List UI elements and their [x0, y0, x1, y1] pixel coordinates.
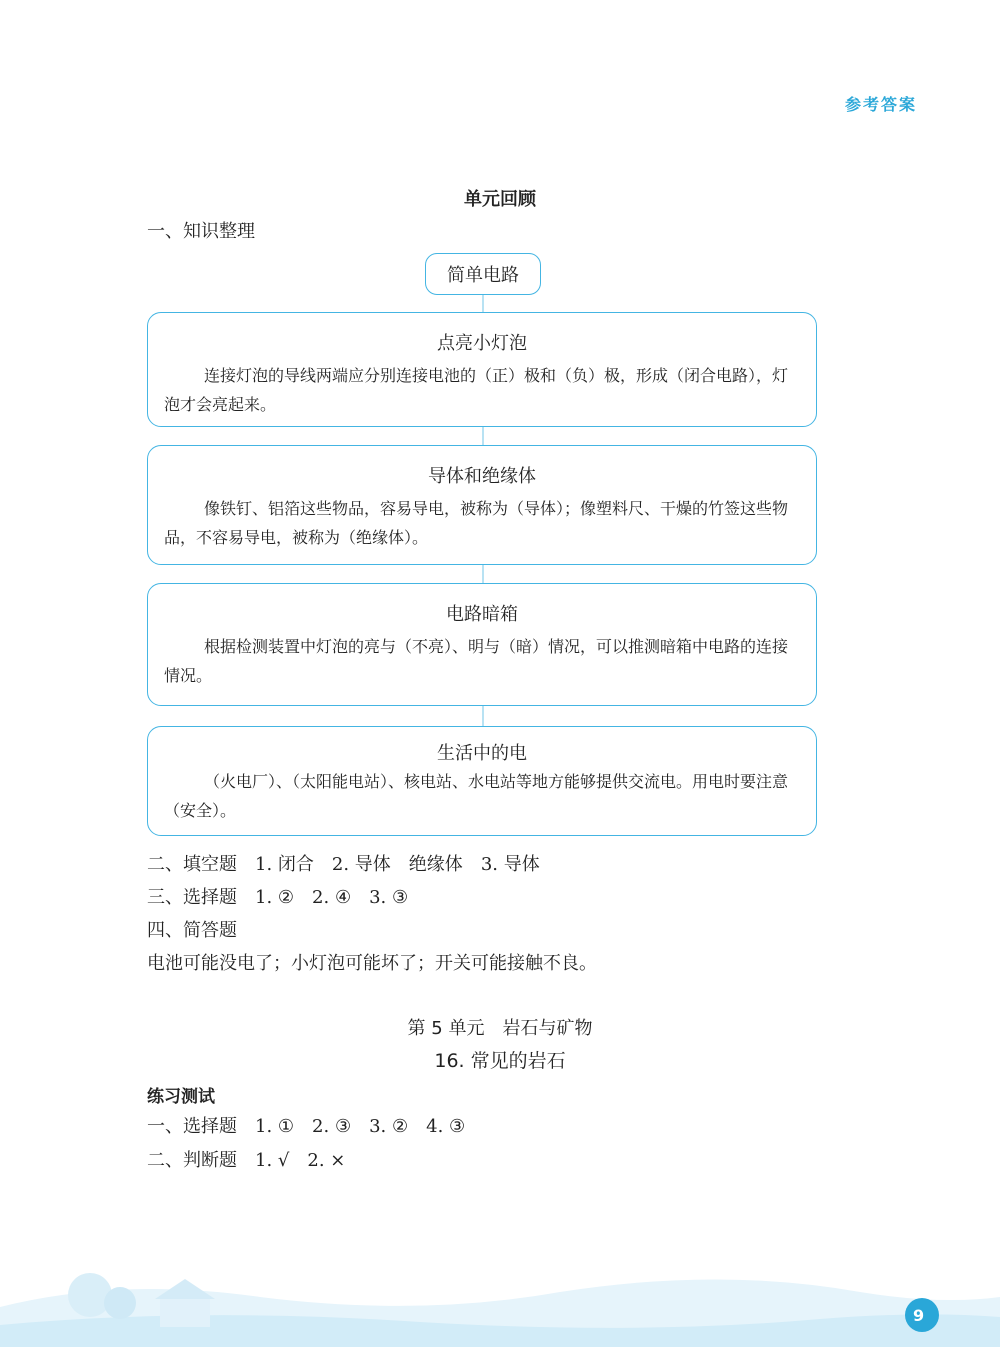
knowledge-heading: 一、知识整理 — [147, 221, 255, 242]
connector-line — [482, 705, 484, 727]
fill-answers — [147, 850, 558, 876]
answer-item: 4. ③ — [426, 1116, 466, 1137]
choice-label: 一、选择题 — [147, 1116, 237, 1137]
fill-label: 二、填空题 — [147, 854, 237, 875]
choice-answers — [147, 883, 426, 909]
answer-item: 2. 导体 绝缘体 — [331, 854, 463, 875]
connector-line — [482, 293, 484, 313]
answer-item: 2. ④ — [312, 887, 352, 908]
answer-item: 3. ② — [369, 1116, 409, 1137]
answer-item: 2. ③ — [312, 1116, 352, 1137]
knowledge-box — [147, 583, 817, 706]
answer-item: 2. × — [307, 1150, 346, 1171]
box-body: （火电厂）、（太阳能电站）、核电站、水电站等地方能够提供交流电。用电时要注意（安全）。 — [164, 772, 789, 820]
unit-title: 第 5 单元 岩石与矿物 — [407, 1018, 593, 1039]
footer-landscape-decoration — [0, 1237, 1000, 1347]
answer-item: 1. √ — [255, 1150, 290, 1171]
box-title: 电路暗箱 — [446, 604, 518, 625]
answer-item: 1. ① — [255, 1116, 295, 1137]
connector-line — [482, 564, 484, 584]
box-title: 点亮小灯泡 — [437, 333, 527, 354]
choice-label: 三、选择题 — [147, 887, 237, 908]
lesson-title: 16. 常见的岩石 — [434, 1050, 566, 1072]
answer-item: 3. 导体 — [480, 854, 540, 875]
box-body: 像铁钉、铝箔这些物品，容易导电，被称为（导体）；像塑料尺、干燥的竹签这些物品，不容易导电，被称为（绝缘体）。 — [164, 499, 789, 547]
connector-line — [482, 426, 484, 446]
short-answer-label: 四、简答题 — [147, 920, 237, 941]
review-title: 单元回顾 — [464, 189, 536, 210]
concept-center-node: 简单电路 — [425, 253, 541, 295]
unit5-judge-answers — [147, 1146, 363, 1172]
answer-item: 1. ② — [255, 887, 295, 908]
answer-item: 3. ③ — [369, 887, 409, 908]
practice-heading: 练习测试 — [147, 1087, 215, 1107]
knowledge-box — [147, 445, 817, 565]
box-body: 连接灯泡的导线两端应分别连接电池的（正）极和（负）极，形成（闭合电路），灯泡才会亮起来。 — [164, 366, 789, 414]
short-answer-text: 电池可能没电了；小灯泡可能坏了；开关可能接触不良。 — [147, 953, 597, 974]
answer-item: 1. 闭合 — [255, 854, 314, 875]
knowledge-box — [147, 312, 817, 427]
page-number: 9 — [913, 1306, 925, 1325]
box-title: 生活中的电 — [437, 743, 527, 764]
header-tag: 参考答案 — [845, 95, 918, 114]
judge-label: 二、判断题 — [147, 1150, 237, 1171]
box-body: 根据检测装置中灯泡的亮与（不亮）、明与（暗）情况，可以推测暗箱中电路的连接情况。 — [164, 637, 789, 685]
box-title: 导体和绝缘体 — [428, 466, 536, 487]
unit5-choice-answers — [147, 1112, 483, 1138]
knowledge-box — [147, 726, 817, 836]
